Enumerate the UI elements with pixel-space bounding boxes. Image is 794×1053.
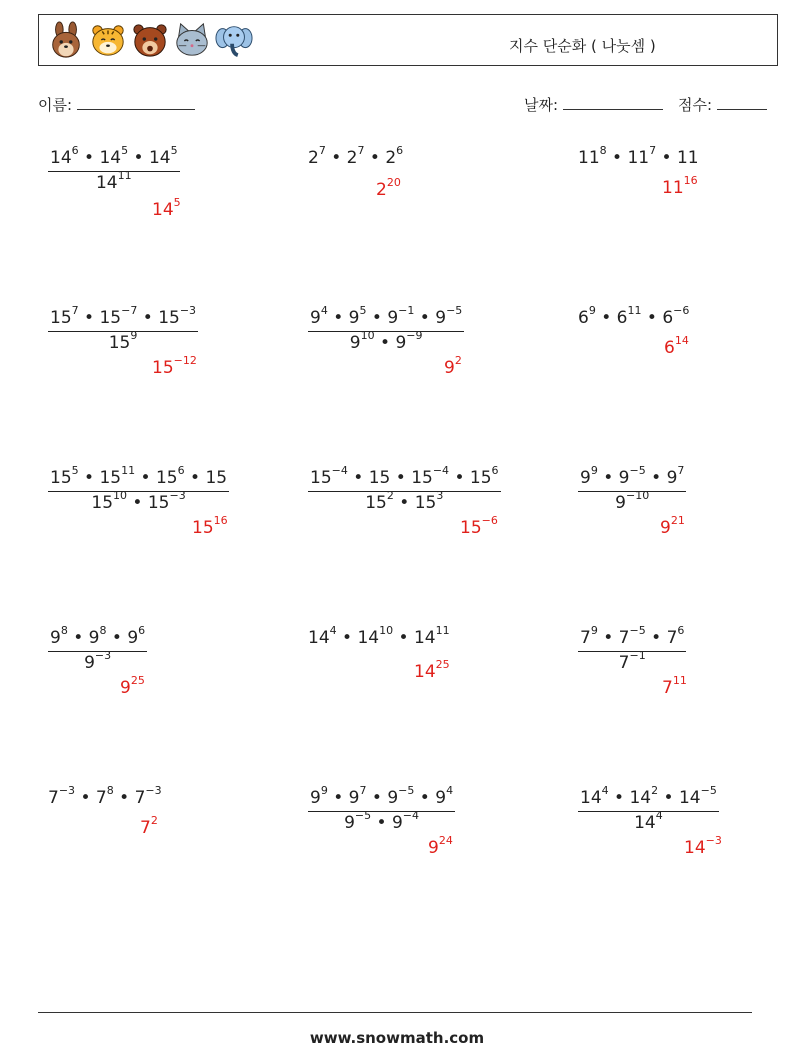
numerator	[308, 464, 501, 492]
answer-exponent: 2	[454, 354, 462, 368]
answer-12	[662, 674, 687, 698]
exponent: 5	[359, 304, 367, 318]
exponent: −3	[58, 784, 76, 798]
exponent: −4	[432, 464, 450, 478]
multiply-dot: •	[371, 813, 392, 833]
expression	[308, 624, 450, 648]
answer-exponent: 20	[386, 176, 401, 190]
base: 9	[435, 308, 447, 328]
exponent: 10	[360, 329, 375, 343]
multiply-dot: •	[347, 468, 369, 488]
answer-base: 9	[120, 678, 131, 698]
answer-exponent: −6	[481, 514, 498, 528]
answer-exponent: −12	[173, 354, 197, 368]
exponent: 3	[436, 489, 444, 503]
base: 9	[349, 333, 361, 353]
exponent: 8	[99, 624, 107, 638]
base: 15	[147, 493, 170, 513]
base: 14	[95, 173, 118, 193]
problem-11	[308, 624, 450, 648]
multiply-dot: •	[364, 148, 386, 168]
base: 9	[666, 468, 678, 488]
problem-10	[48, 624, 147, 673]
exponent: −6	[673, 304, 690, 318]
numerator	[308, 304, 464, 332]
base: 15	[50, 308, 72, 328]
date-blank	[563, 97, 663, 110]
problem-12	[578, 624, 686, 673]
answer-exponent: 2	[150, 814, 158, 828]
name-blank	[77, 97, 195, 110]
exponent: 6	[138, 624, 146, 638]
exponent: −5	[446, 304, 463, 318]
multiply-dot: •	[135, 468, 156, 488]
exponent: −3	[179, 304, 197, 318]
base: 9	[88, 628, 100, 648]
score-field	[678, 94, 767, 115]
exponent: 7	[677, 464, 685, 478]
exponent: 6	[396, 144, 404, 158]
multiply-dot: •	[393, 628, 414, 648]
exponent: 5	[170, 144, 178, 158]
name-field	[38, 94, 195, 115]
tiger-icon	[89, 21, 127, 59]
fraction	[308, 304, 464, 353]
base: 14	[413, 628, 436, 648]
base: 7	[580, 628, 591, 648]
elephant-icon	[215, 21, 253, 59]
base: 9	[618, 468, 630, 488]
multiply-dot: •	[127, 493, 148, 513]
multiply-dot: •	[414, 308, 436, 328]
fraction	[578, 784, 719, 833]
problem-5	[308, 304, 464, 353]
base: 9	[84, 653, 95, 673]
base: 14	[634, 813, 656, 833]
base: 6	[662, 308, 674, 328]
base: 14	[678, 788, 701, 808]
base: 7	[618, 653, 630, 673]
exponent: 2	[651, 784, 659, 798]
answer-base: 9	[660, 518, 671, 538]
base: 14	[50, 148, 72, 168]
exponent: 9	[590, 464, 598, 478]
expression	[308, 144, 404, 168]
numerator	[578, 784, 719, 812]
answer-exponent: 5	[173, 196, 181, 210]
base: 15	[155, 468, 178, 488]
problem-3	[578, 144, 699, 168]
denominator	[48, 649, 147, 673]
denominator	[578, 489, 686, 513]
exponent: 10	[379, 624, 394, 638]
answer-11	[414, 658, 450, 682]
exponent: 4	[329, 624, 337, 638]
date-field	[524, 94, 663, 115]
exponent: 7	[357, 144, 365, 158]
exponent: 8	[599, 144, 607, 158]
base: 7	[134, 788, 146, 808]
exponent: 6	[177, 464, 185, 478]
numerator	[48, 144, 180, 172]
base: 14	[148, 148, 171, 168]
multiply-dot: •	[658, 788, 679, 808]
exponent: 9	[320, 784, 328, 798]
denominator	[578, 649, 686, 673]
base: 15	[411, 468, 433, 488]
base: 9	[387, 308, 399, 328]
multiply-dot: •	[645, 468, 667, 488]
multiply-dot: •	[366, 788, 388, 808]
answer-base: 2	[376, 180, 387, 200]
base: 9	[580, 468, 591, 488]
multiply-dot: •	[390, 468, 412, 488]
problem-8	[308, 464, 501, 513]
base: 9	[435, 788, 447, 808]
multiply-dot: •	[137, 308, 159, 328]
exponent: −3	[145, 784, 162, 798]
answer-6	[664, 334, 689, 358]
answer-base: 6	[664, 338, 675, 358]
answer-base: 15	[192, 518, 214, 538]
base: 15	[365, 493, 387, 513]
base: 11	[627, 148, 650, 168]
exponent: 6	[677, 624, 685, 638]
answer-15	[684, 834, 722, 858]
multiply-dot: •	[78, 148, 100, 168]
multiply-dot: •	[606, 148, 628, 168]
answer-exponent: 11	[672, 674, 687, 688]
numerator	[308, 784, 455, 812]
answer-base: 14	[152, 200, 174, 220]
multiply-dot: •	[414, 788, 436, 808]
exponent: 11	[121, 464, 136, 478]
numerator	[48, 304, 198, 332]
exponent: 11	[627, 304, 642, 318]
exponent: 7	[71, 304, 79, 318]
answer-exponent: 24	[438, 834, 453, 848]
exponent: −5	[398, 784, 415, 798]
answer-exponent: −3	[705, 834, 722, 848]
exponent: 4	[655, 809, 663, 823]
base: 14	[580, 788, 602, 808]
exponent: 2	[386, 489, 394, 503]
base: 15	[158, 308, 180, 328]
exponent: 6	[491, 464, 499, 478]
squirrel-icon	[47, 21, 85, 59]
denominator	[578, 809, 719, 833]
base: 9	[310, 308, 321, 328]
base: 9	[50, 628, 61, 648]
answer-1	[152, 196, 181, 220]
denominator	[48, 329, 198, 353]
answer-exponent: 14	[674, 334, 689, 348]
date-label: 날짜:	[524, 96, 559, 114]
exponent: −5	[629, 464, 646, 478]
problem-15	[578, 784, 719, 833]
problem-1	[48, 144, 180, 193]
footer-url: www.snowmath.com	[309, 1029, 485, 1047]
expression	[578, 144, 699, 168]
multiply-dot: •	[184, 468, 206, 488]
fraction	[578, 464, 686, 513]
multiply-dot: •	[113, 788, 135, 808]
exponent: 4	[446, 784, 454, 798]
fraction	[48, 464, 229, 513]
exponent: −5	[629, 624, 646, 638]
base: 7	[666, 628, 678, 648]
exponent: −5	[700, 784, 717, 798]
multiply-dot: •	[325, 148, 347, 168]
answer-2	[376, 176, 401, 200]
base: 2	[346, 148, 358, 168]
exponent: 6	[71, 144, 79, 158]
base: 7	[95, 788, 107, 808]
base: 14	[308, 628, 330, 648]
exponent: −5	[354, 809, 372, 823]
base: 9	[395, 333, 407, 353]
answer-base: 11	[662, 178, 684, 198]
answer-exponent: 25	[435, 658, 450, 672]
base: 6	[578, 308, 589, 328]
multiply-dot: •	[645, 628, 667, 648]
multiply-dot: •	[393, 493, 415, 513]
multiply-dot: •	[656, 148, 677, 168]
animal-icons	[47, 21, 253, 61]
name-label: 이름:	[38, 96, 73, 114]
answer-exponent: 25	[130, 674, 145, 688]
base: 9	[310, 788, 321, 808]
multiply-dot: •	[597, 628, 619, 648]
exponent: 7	[649, 144, 657, 158]
answer-base: 14	[414, 662, 436, 682]
answer-base: 15	[460, 518, 482, 538]
exponent: −1	[629, 649, 646, 663]
base: 9	[387, 788, 399, 808]
base: 9	[615, 493, 626, 513]
answer-base: 9	[444, 358, 455, 378]
denominator	[308, 809, 455, 833]
base: 14	[357, 628, 380, 648]
multiply-dot: •	[78, 468, 100, 488]
fraction	[48, 624, 147, 673]
base: 15	[368, 468, 391, 488]
base: 9	[348, 308, 360, 328]
expression	[578, 304, 690, 328]
problem-2	[308, 144, 404, 168]
exponent: 4	[320, 304, 328, 318]
base: 15	[205, 468, 228, 488]
exponent: 8	[60, 624, 68, 638]
answer-base: 7	[662, 678, 673, 698]
multiply-dot: •	[449, 468, 470, 488]
multiply-dot: •	[75, 788, 96, 808]
header-box	[38, 14, 778, 66]
base: 6	[616, 308, 628, 328]
multiply-dot: •	[67, 628, 89, 648]
problem-14	[308, 784, 455, 833]
exponent: −4	[331, 464, 348, 478]
exponent: 7	[359, 784, 367, 798]
base: 9	[348, 788, 360, 808]
base: 7	[618, 628, 630, 648]
exponent: −9	[406, 329, 423, 343]
exponent: 4	[601, 784, 609, 798]
exponent: 5	[121, 144, 129, 158]
answer-7	[192, 514, 228, 538]
exponent: 8	[106, 784, 114, 798]
multiply-dot: •	[327, 308, 349, 328]
exponent: 9	[590, 624, 598, 638]
problem-13	[48, 784, 162, 808]
denominator	[308, 489, 501, 513]
base: 15	[91, 493, 114, 513]
base: 15	[50, 468, 72, 488]
score-blank	[717, 97, 767, 110]
footer-divider	[38, 1012, 752, 1013]
exponent: −7	[121, 304, 138, 318]
answer-10	[120, 674, 145, 698]
base: 2	[308, 148, 319, 168]
expression	[48, 784, 162, 808]
answer-base: 9	[428, 838, 439, 858]
multiply-dot: •	[336, 628, 358, 648]
exponent: −3	[94, 649, 112, 663]
base: 14	[629, 788, 652, 808]
multiply-dot: •	[374, 333, 396, 353]
exponent: 9	[588, 304, 596, 318]
multiply-dot: •	[597, 468, 619, 488]
answer-9	[660, 514, 685, 538]
answer-14	[428, 834, 453, 858]
base: 14	[99, 148, 122, 168]
exponent: −1	[398, 304, 415, 318]
multiply-dot: •	[327, 788, 349, 808]
answer-3	[662, 174, 698, 198]
problem-6	[578, 304, 690, 328]
denominator	[48, 489, 229, 513]
exponent: 5	[71, 464, 79, 478]
exponent: −3	[169, 489, 186, 503]
exponent: −10	[626, 489, 650, 503]
base: 15	[99, 468, 122, 488]
fraction	[308, 464, 501, 513]
base: 11	[676, 148, 699, 168]
score-label: 점수:	[678, 96, 713, 114]
fraction	[48, 304, 198, 353]
base: 15	[469, 468, 492, 488]
exponent: 10	[113, 489, 128, 503]
multiply-dot: •	[366, 308, 388, 328]
base: 15	[414, 493, 437, 513]
base: 9	[127, 628, 139, 648]
base: 9	[344, 813, 355, 833]
answer-base: 15	[152, 358, 174, 378]
cat-icon	[173, 21, 211, 59]
base: 15	[99, 308, 122, 328]
multiply-dot: •	[78, 308, 100, 328]
fraction	[308, 784, 455, 833]
bear-icon	[131, 21, 169, 59]
problem-4	[48, 304, 198, 353]
answer-exponent: 21	[670, 514, 685, 528]
answer-13	[140, 814, 158, 838]
base: 9	[391, 813, 403, 833]
problem-7	[48, 464, 229, 513]
answer-exponent: 16	[213, 514, 228, 528]
fraction	[48, 144, 180, 193]
multiply-dot: •	[641, 308, 663, 328]
answer-4	[152, 354, 197, 378]
numerator	[48, 464, 229, 492]
multiply-dot: •	[128, 148, 149, 168]
answer-base: 7	[140, 818, 151, 838]
exponent: 11	[435, 624, 450, 638]
base: 11	[578, 148, 600, 168]
multiply-dot: •	[595, 308, 617, 328]
denominator	[308, 329, 464, 353]
base: 15	[310, 468, 332, 488]
page-title: 지수 단순화 ( 나눗셈 )	[509, 37, 656, 55]
denominator	[48, 169, 180, 193]
base: 2	[385, 148, 397, 168]
fraction	[578, 624, 686, 673]
answer-5	[444, 354, 462, 378]
answer-8	[460, 514, 498, 538]
exponent: −4	[402, 809, 419, 823]
base: 7	[48, 788, 59, 808]
exponent: 7	[318, 144, 326, 158]
exponent: 11	[117, 169, 132, 183]
multiply-dot: •	[608, 788, 630, 808]
answer-exponent: 16	[683, 174, 698, 188]
answer-base: 14	[684, 838, 706, 858]
exponent: 9	[130, 329, 138, 343]
multiply-dot: •	[106, 628, 128, 648]
problem-9	[578, 464, 686, 513]
base: 15	[108, 333, 131, 353]
